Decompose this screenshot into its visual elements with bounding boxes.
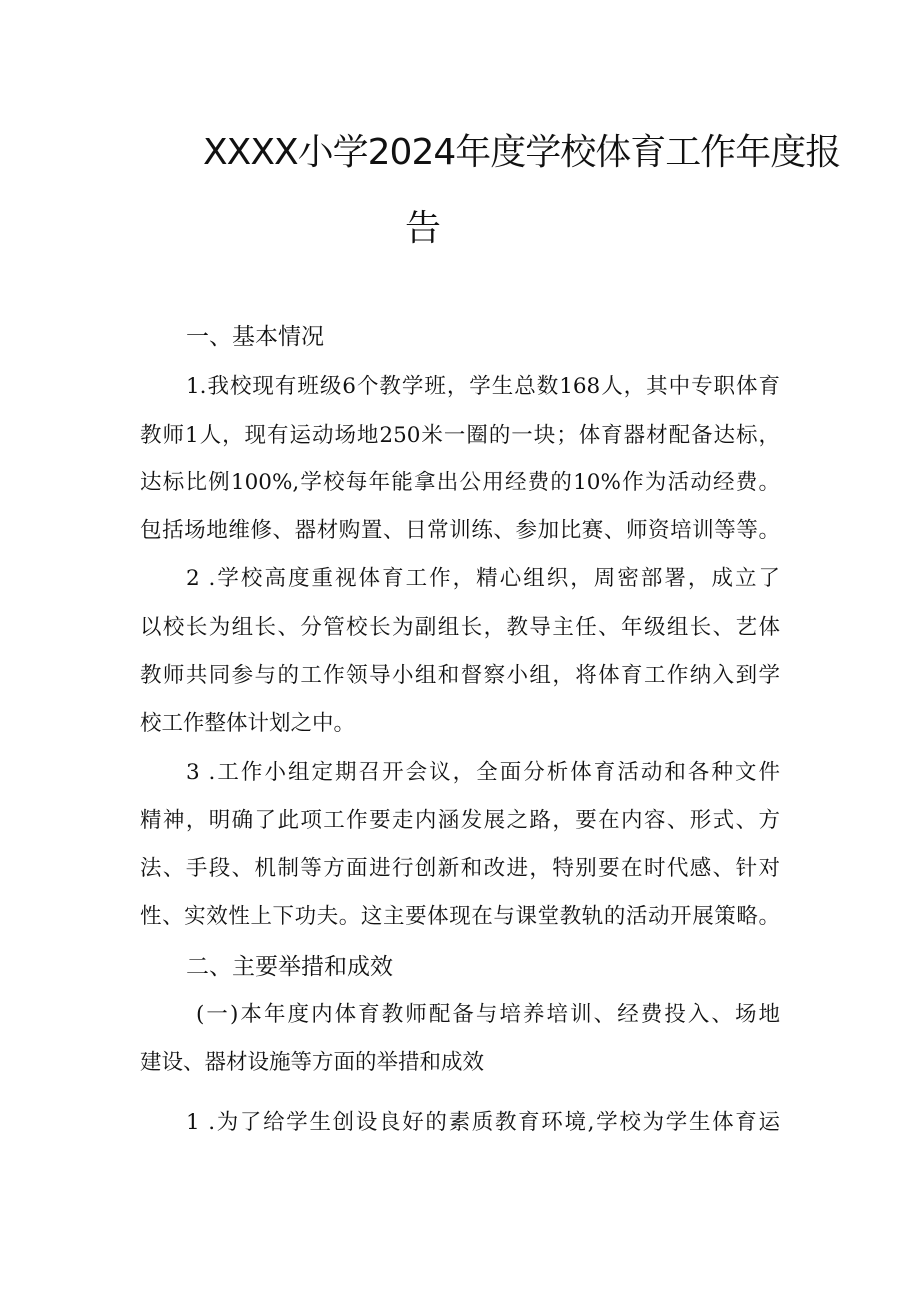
paragraph-3-line-1: 3 .工作小组定期召开会议，全面分析体育活动和各种文件 <box>186 760 780 785</box>
subsection-1-line-1: (一)本年度内体育教师配备与培养培训、经费投入、场地 <box>196 1002 780 1027</box>
paragraph-2-line-4: 校工作整体计划之中。 <box>140 711 356 736</box>
paragraph-2-line-1: 2 .学校高度重视体育工作，精心组织，周密部署，成立了 <box>186 566 780 591</box>
paragraph-2-line-2: 以校长为组长、分管校长为副组长，教导主任、年级组长、艺体 <box>140 615 780 640</box>
paragraph-1-line-3: 达标比例100%,学校每年能拿出公用经费的10%作为活动经费。 <box>140 470 780 495</box>
document-title-line-2: 告 <box>405 208 441 249</box>
paragraph-1-line-2: 教师1人，现有运动场地250米一圈的一块；体育器材配备达标， <box>140 423 780 448</box>
paragraph-3-line-4: 性、实效性上下功夫。这主要体现在与课堂教轨的活动开展策略。 <box>140 904 780 929</box>
subsection-1-line-2: 建设、器材设施等方面的举措和成效 <box>140 1050 485 1075</box>
paragraph-1-line-1: 1.我校现有班级6个教学班，学生总数168人，其中专职体育 <box>186 374 780 399</box>
document-title-line-1: XXXX小学2024年度学校体育工作年度报 <box>203 132 841 173</box>
paragraph-2-line-3: 教师共同参与的工作领导小组和督察小组，将体育工作纳入到学 <box>140 663 780 688</box>
paragraph-4-line-1: 1 .为了给学生创设良好的素质教育环境,学校为学生体育运 <box>186 1110 780 1135</box>
paragraph-3-line-2: 精神，明确了此项工作要走内涵发展之路，要在内容、形式、方 <box>140 808 780 833</box>
section-heading-measures: 二、主要举措和成效 <box>186 954 393 980</box>
paragraph-1-line-4: 包括场地维修、器材购置、日常训练、参加比赛、师资培训等等。 <box>140 518 780 543</box>
paragraph-3-line-3: 法、手段、机制等方面进行创新和改进，特别要在时代感、针对 <box>140 856 780 881</box>
section-heading-basic-info: 一、基本情况 <box>186 324 324 350</box>
